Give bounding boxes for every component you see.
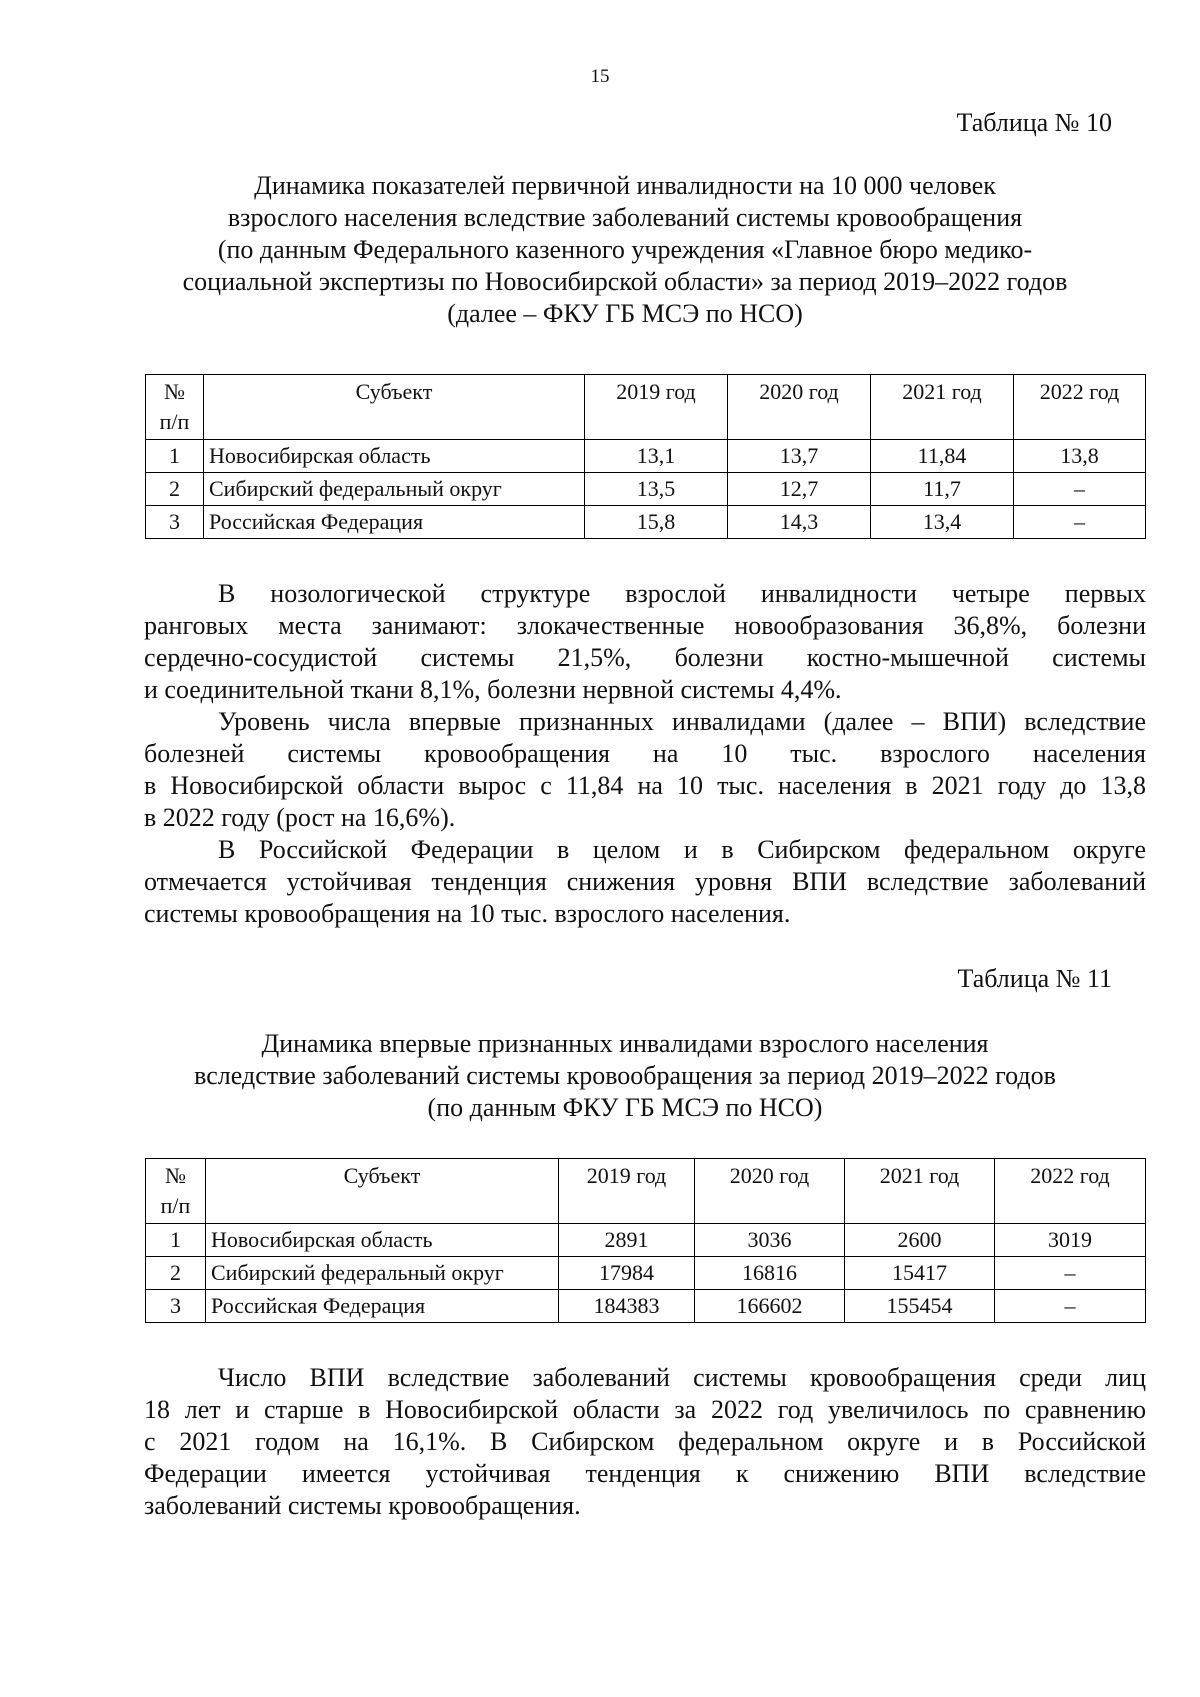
cell-no: 2: [146, 1257, 206, 1290]
cell-2019: 184383: [559, 1290, 695, 1323]
text-line: 18 лет и старше в Новосибирской области за 2022 год увеличилось по сравнению: [144, 1395, 1146, 1424]
cell-2022: 3019: [995, 1224, 1146, 1257]
cell-no: 3: [146, 1290, 206, 1323]
header-2019: 2019 год: [559, 1159, 695, 1224]
cell-2019: 17984: [559, 1257, 695, 1290]
text-line: болезней системы кровообращения на 10 тыс. взрослого населения: [144, 739, 1146, 768]
title-line: Динамика впервые признанных инвалидами взрослого населения: [261, 1029, 989, 1058]
cell-2021: 13,4: [871, 506, 1014, 539]
header-2022: 2022 год: [1014, 375, 1146, 440]
cell-2021: 15417: [845, 1257, 995, 1290]
cell-no: 1: [146, 1224, 206, 1257]
table-row: [146, 1290, 1146, 1323]
table-10-label: Таблица № 10: [956, 108, 1112, 137]
title-line: социальной экспертизы по Новосибирской области» за период 2019–2022 годов: [182, 267, 1068, 296]
table-row: [146, 473, 1146, 506]
table-row: [146, 1257, 1146, 1290]
text-line: Федерации имеется устойчивая тенденция к снижению ВПИ вследствие: [144, 1459, 1146, 1488]
text-line: в 2022 году (рост на 16,6%).: [144, 803, 456, 832]
cell-2020: 14,3: [728, 506, 871, 539]
header-no: [146, 1159, 206, 1224]
header-2020: 2020 год: [728, 375, 871, 440]
table-row: [146, 506, 1146, 539]
table-10-title: [130, 170, 1120, 330]
cell-2021: 11,7: [871, 473, 1014, 506]
title-line: Динамика показателей первичной инвалидности на 10 000 человек: [254, 171, 996, 200]
paragraph: [144, 1362, 1146, 1522]
text-line: с 2021 годом на 16,1%. В Сибирском федеральном округе и в Российской: [144, 1427, 1146, 1456]
cell-2022: –: [995, 1290, 1146, 1323]
table-11-label: Таблица № 11: [957, 964, 1112, 993]
table-header-row: [146, 375, 1146, 440]
table-row: [146, 440, 1146, 473]
title-line: (далее – ФКУ ГБ МСЭ по НСО): [447, 299, 803, 328]
text-line: отмечается устойчивая тенденция снижения уровня ВПИ вследствие заболеваний: [144, 867, 1146, 896]
header-2021: 2021 год: [871, 375, 1014, 440]
text-line: сердечно-сосудистой системы 21,5%, болезни костно-мышечной системы: [144, 643, 1146, 672]
header-no: [146, 375, 204, 440]
cell-2021: 2600: [845, 1224, 995, 1257]
header-no-line2: п/п: [159, 409, 190, 434]
cell-2020: 3036: [695, 1224, 845, 1257]
cell-2022: –: [1014, 473, 1146, 506]
cell-2020: 13,7: [728, 440, 871, 473]
header-no-line2: п/п: [160, 1193, 191, 1218]
table-10: [145, 374, 1146, 539]
text-line: и соединительной ткани 8,1%, болезни нервной системы 4,4%.: [144, 675, 842, 704]
cell-2020: 166602: [695, 1290, 845, 1323]
table-11-title: [130, 1028, 1120, 1124]
cell-2019: 2891: [559, 1224, 695, 1257]
table-header-row: [146, 1159, 1146, 1224]
cell-2022: –: [1014, 506, 1146, 539]
header-2019: 2019 год: [585, 375, 728, 440]
cell-2021: 155454: [845, 1290, 995, 1323]
text-line: системы кровообращения на 10 тыс. взрослого населения.: [144, 899, 791, 928]
text-line: В нозологической структуре взрослой инвалидности четыре первых: [218, 579, 1146, 608]
text-line: в Новосибирской области вырос с 11,84 на 10 тыс. населения в 2021 году до 13,8: [144, 771, 1146, 800]
text-line: заболеваний системы кровообращения.: [144, 1491, 581, 1520]
title-line: (по данным Федерального казенного учреждения «Главное бюро медико-: [217, 235, 1033, 264]
cell-subject: Российская Федерация: [204, 506, 585, 539]
paragraph: [144, 578, 1146, 706]
cell-2020: 12,7: [728, 473, 871, 506]
table-11: [145, 1158, 1146, 1323]
cell-no: 2: [146, 473, 204, 506]
header-no-line1: №: [165, 1163, 186, 1188]
cell-subject: Новосибирская область: [206, 1224, 559, 1257]
cell-no: 1: [146, 440, 204, 473]
paragraph: [144, 834, 1146, 930]
text-line: Уровень числа впервые признанных инвалидами (далее – ВПИ) вследствие: [218, 707, 1146, 736]
cell-2022: –: [995, 1257, 1146, 1290]
table-row: [146, 1224, 1146, 1257]
title-line: (по данным ФКУ ГБ МСЭ по НСО): [427, 1093, 823, 1122]
cell-subject: Российская Федерация: [206, 1290, 559, 1323]
title-line: вследствие заболеваний системы кровообращения за период 2019–2022 годов: [194, 1061, 1056, 1090]
cell-2021: 11,84: [871, 440, 1014, 473]
header-no-line1: №: [164, 379, 185, 404]
header-2020: 2020 год: [695, 1159, 845, 1224]
cell-subject: Новосибирская область: [204, 440, 585, 473]
cell-2020: 16816: [695, 1257, 845, 1290]
header-2021: 2021 год: [845, 1159, 995, 1224]
cell-2022: 13,8: [1014, 440, 1146, 473]
cell-subject: Сибирский федеральный округ: [206, 1257, 559, 1290]
cell-no: 3: [146, 506, 204, 539]
body-text-1: [144, 578, 1146, 930]
cell-2019: 13,1: [585, 440, 728, 473]
header-subject: Субъект: [204, 375, 585, 440]
paragraph: [144, 706, 1146, 834]
header-subject: Субъект: [206, 1159, 559, 1224]
body-text-2: [144, 1362, 1146, 1522]
cell-2019: 13,5: [585, 473, 728, 506]
text-line: Число ВПИ вследствие заболеваний системы кровообращения среди лиц: [218, 1363, 1146, 1392]
title-line: взрослого населения вследствие заболеваний системы кровообращения: [227, 203, 1023, 232]
cell-subject: Сибирский федеральный округ: [204, 473, 585, 506]
header-2022: 2022 год: [995, 1159, 1146, 1224]
text-line: ранговых места занимают: злокачественные новообразования 36,8%, болезни: [144, 611, 1146, 640]
page-number: 15: [590, 66, 610, 87]
cell-2019: 15,8: [585, 506, 728, 539]
text-line: В Российской Федерации в целом и в Сибирском федеральном округе: [218, 835, 1146, 864]
